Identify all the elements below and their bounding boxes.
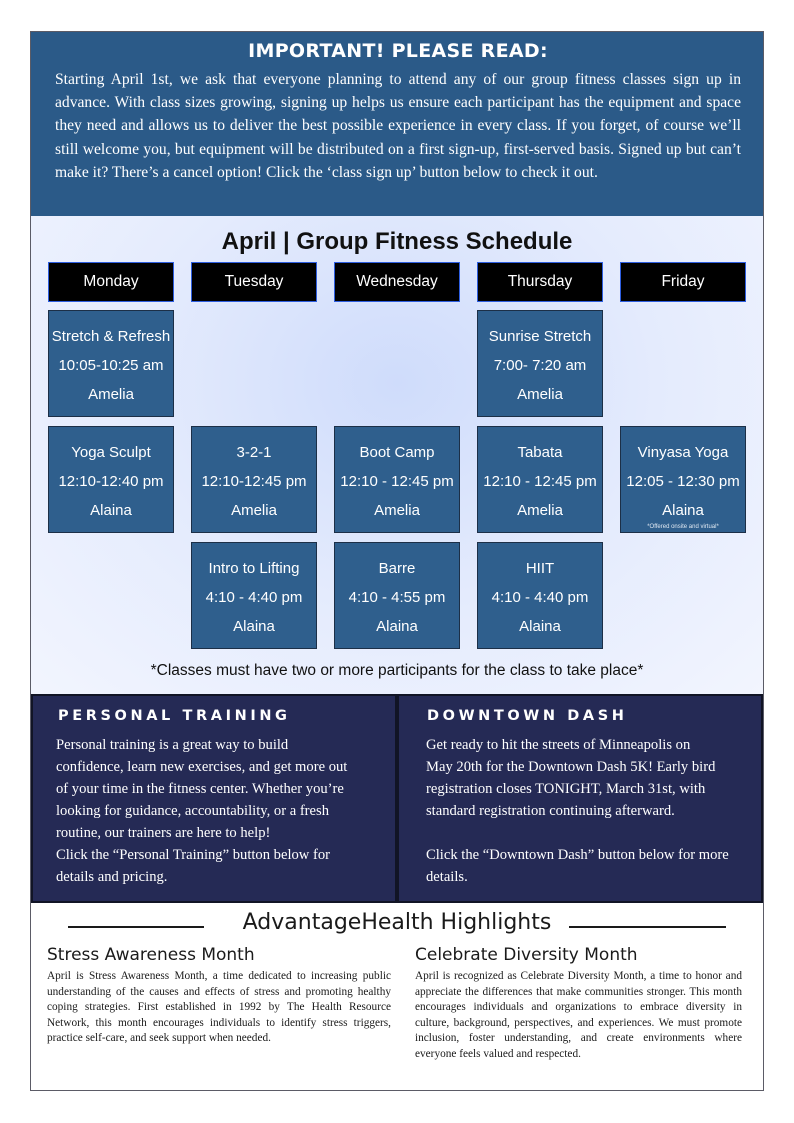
class-time: 12:05 - 12:30 pm xyxy=(626,473,740,490)
class-name: Barre xyxy=(378,560,416,577)
class-card-barre xyxy=(334,542,460,649)
class-instructor: Alaina xyxy=(662,502,704,519)
class-instructor: Amelia xyxy=(517,502,563,519)
schedule-footnote: *Classes must have two or more participants for the class to take place* xyxy=(150,662,644,679)
highlights-title: AdvantageHealth Highlights xyxy=(242,910,552,935)
class-time: 12:10-12:45 pm xyxy=(201,473,307,490)
day-header-tuesday: Tuesday xyxy=(191,262,317,302)
class-instructor: Alaina xyxy=(233,618,275,635)
text-line: details and pricing. xyxy=(56,869,168,885)
text-line: confidence, learn new exercises, and get more out xyxy=(56,759,348,775)
class-time: 4:10 - 4:55 pm xyxy=(348,589,446,606)
class-time: 4:10 - 4:40 pm xyxy=(205,589,303,606)
text-line: Personal training is a great way to build xyxy=(56,737,289,753)
newsletter-page xyxy=(30,31,764,1091)
class-time: 4:10 - 4:40 pm xyxy=(491,589,589,606)
class-card-hiit xyxy=(477,542,603,649)
text-line: looking for guidance, accountability, or a fresh xyxy=(56,803,329,819)
class-instructor: Amelia xyxy=(231,502,277,519)
class-instructor: Amelia xyxy=(374,502,420,519)
class-instructor: Amelia xyxy=(88,386,134,403)
class-name: Yoga Sculpt xyxy=(71,444,151,461)
text-line: standard registration continuing afterward. xyxy=(426,803,675,819)
class-card-stretch-refresh xyxy=(48,310,174,417)
class-instructor: Alaina xyxy=(519,618,561,635)
class-card-vinyasa-yoga xyxy=(620,426,746,533)
day-header-thursday: Thursday xyxy=(477,262,603,302)
highlights-section xyxy=(31,903,763,1090)
class-card-intro-to-lifting xyxy=(191,542,317,649)
stress-awareness-body: April is Stress Awareness Month, a time dedicated to increasing public understanding of the causes and effects of stress and promoting healthy coping strategies. First established in 1992 by The Health Resource Network, this month encourages individuals to identify stress triggers, practice self-care, and seek support when needed. xyxy=(47,970,391,1045)
class-card-3-2-1 xyxy=(191,426,317,533)
class-instructor: Alaina xyxy=(90,502,132,519)
schedule-title: April | Group Fitness Schedule xyxy=(221,228,573,255)
class-name: Stretch & Refresh xyxy=(51,328,171,345)
text-line: Click the “Personal Training” button below for xyxy=(56,847,331,863)
day-header-friday: Friday xyxy=(620,262,746,302)
personal-training-text xyxy=(56,734,391,888)
class-name: 3-2-1 xyxy=(236,444,272,461)
important-notice xyxy=(31,32,763,216)
stress-awareness-heading: Stress Awareness Month xyxy=(47,945,255,965)
downtown-dash-text xyxy=(426,734,760,888)
text-line xyxy=(426,822,760,844)
celebrate-diversity-heading: Celebrate Diversity Month xyxy=(415,945,638,965)
text-line: registration closes TONIGHT, March 31st, with xyxy=(426,781,706,797)
text-line: routine, our trainers are here to help! xyxy=(56,825,271,841)
celebrate-diversity-column xyxy=(415,945,742,1063)
class-time: 12:10-12:40 pm xyxy=(58,473,164,490)
class-name: Boot Camp xyxy=(359,444,435,461)
class-card-sunrise-stretch xyxy=(477,310,603,417)
class-name: Tabata xyxy=(517,444,563,461)
notice-body: Starting April 1st, we ask that everyone planning to attend any of our group fitness classes sign up in advance. With class sizes growing, signing up helps us ensure each participant has the equipment and space they need and allows us to deliver the best possible experience in every class. If you forget, of course we’ll still welcome you, but equipment will be distributed on a first sign-up, first-served basis. Signed up but can’t make it? There’s a cancel option! Click the ‘class sign up’ button below to check it out. xyxy=(55,71,741,181)
class-card-boot-camp xyxy=(334,426,460,533)
class-time: 7:00- 7:20 am xyxy=(493,357,587,374)
downtown-dash-heading: DOWNTOWN DASH xyxy=(427,708,628,724)
class-time: 10:05-10:25 am xyxy=(58,357,164,374)
class-card-yoga-sculpt xyxy=(48,426,174,533)
downtown-dash-section xyxy=(397,694,763,903)
class-name: Intro to Lifting xyxy=(208,560,300,577)
day-header-wednesday: Wednesday xyxy=(334,262,460,302)
celebrate-diversity-body: April is recognized as Celebrate Diversity Month, a time to honor and appreciate the differences that make communities stronger. This month encourages individuals and organizations to embrace diversity in culture, background, perspectives, and experiences. We must promote inclusion, foster understanding, and create environments where everyone feels valued and respected. xyxy=(415,970,742,1060)
fitness-schedule xyxy=(31,216,763,694)
class-card-tabata xyxy=(477,426,603,533)
day-header-monday: Monday xyxy=(48,262,174,302)
notice-title: IMPORTANT! PLEASE READ: xyxy=(248,40,548,62)
class-note: *Offered onsite and virtual* xyxy=(647,524,719,530)
text-line: Get ready to hit the streets of Minneapolis on xyxy=(426,737,691,753)
class-time: 12:10 - 12:45 pm xyxy=(340,473,454,490)
class-instructor: Amelia xyxy=(517,386,563,403)
class-name: HIIT xyxy=(525,560,555,577)
stress-awareness-column xyxy=(47,945,391,1047)
personal-training-section xyxy=(31,694,397,903)
class-time: 12:10 - 12:45 pm xyxy=(483,473,597,490)
text-line: details. xyxy=(426,869,468,885)
personal-training-heading: PERSONAL TRAINING xyxy=(58,708,291,724)
text-line: Click the “Downtown Dash” button below for more xyxy=(426,847,729,863)
class-instructor: Alaina xyxy=(376,618,418,635)
text-line: May 20th for the Downtown Dash 5K! Early bird xyxy=(426,759,716,775)
text-line: of your time in the fitness center. Whether you’re xyxy=(56,781,344,797)
class-name: Sunrise Stretch xyxy=(488,328,592,345)
class-name: Vinyasa Yoga xyxy=(637,444,729,461)
